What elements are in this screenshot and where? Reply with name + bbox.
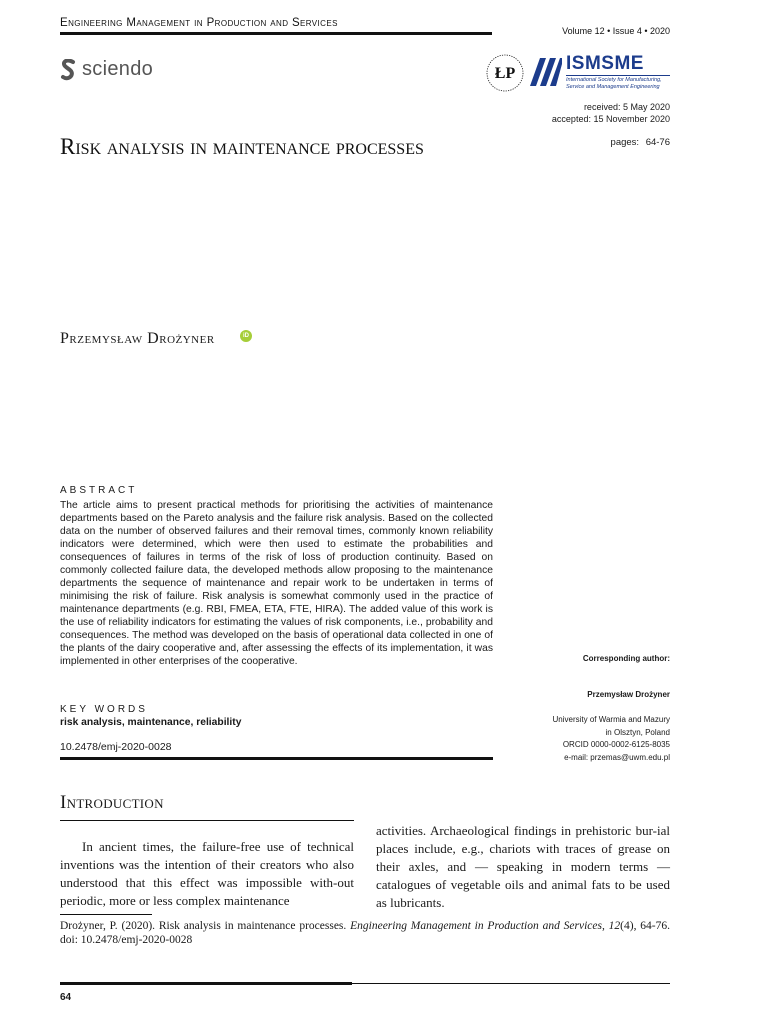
page-number: 64 [60, 992, 72, 1003]
abstract-text: The article aims to present practical methods for prioritising the activities of maintenance departments based on the Pareto analysis and the failure risk analysis. Based on the collected data on the number of observed failures and their removal times, commonly known reliability indicators were determined, which were then used to estimate the probabilities and consequences of failures in terms of the risk of loss of production continuity. Based on commonly collected failure data, the developed methods allow proposing to the maintenance departments the sequence of maintenance and repair work to be undertaken in terms of minimising the risk of failure. Risk analysis is somewhat commonly used in the practice of maintenance departments (e.g. RBI, FMEA, ETA, FTE, HIRA). The added value of this work is the use of reliability indicators for estimating the values of risk components, i.e., probability and consequences. The method was developed on the basis of operational data collected in one of the plants of the dairy cooperative and, after assessing the effects of its implementation, it was implemented in other enterprises of the cooperative. [60, 500, 493, 667]
keywords-text: risk analysis, maintenance, reliability [60, 717, 242, 728]
citation-post: (4), 64-76. doi: 10.2478/emj-2020-0028 [60, 920, 670, 946]
ismsme-logo [566, 54, 662, 91]
accepted-date: accepted: 15 November 2020 [551, 114, 670, 124]
page-range: pages: 64-76 [610, 137, 670, 148]
volume-issue: Volume 12 • Issue 4 • 2020 [562, 26, 670, 36]
keywords-heading: KEY WORDS [60, 704, 148, 715]
sciendo-mark-icon [60, 59, 76, 81]
sciendo-wordmark: sciendo [82, 58, 154, 80]
abstract-rule [60, 757, 493, 760]
affiliation-line: University of Warmia and Mazury [552, 715, 670, 724]
introduction-column-right: activities. Archaeological findings in prehistoric bur-ial places include, e.g., chariots with traces of grease on their axles, and — speaking in modern terms — catalogues of vegetable oils and animal fats to be used as lubricants. [376, 823, 670, 910]
introduction-rule [60, 820, 354, 821]
corresponding-name: Przemysław Drożyner [587, 690, 670, 699]
corresponding-heading: Corresponding author: [582, 654, 670, 663]
ismsme-divider [566, 75, 670, 76]
journal-name: Engineering Management in Production and Services [60, 17, 338, 29]
svg-text:ŁP: ŁP [494, 65, 516, 82]
orcid-icon[interactable]: iD [240, 330, 252, 342]
doi-link[interactable]: 10.2478/emj-2020-0028 [60, 741, 172, 753]
abstract-heading: ABSTRACT [60, 485, 138, 496]
header-rule [60, 32, 492, 35]
author-name: Przemysław Drożyner [60, 330, 215, 347]
ismsme-wordmark: ISMSME [566, 53, 644, 74]
ismsme-mark-icon [530, 58, 562, 86]
ismsme-subtitle-1: International Society for Manufacturing, [566, 77, 662, 83]
footnote-rule [60, 914, 152, 915]
citation-pre: Drożyner, P. (2020). Risk analysis in maintenance processes. [60, 920, 351, 932]
citation-footnote [60, 919, 670, 947]
university-seal-icon [485, 53, 525, 93]
citation-journal: Engineering Management in Production and Services, 12 [350, 920, 621, 932]
footer-rule-thick [60, 982, 352, 985]
corresponding-details [552, 714, 670, 764]
email-line[interactable]: e-mail: przemas@uwm.edu.pl [564, 752, 670, 762]
location-line: in Olsztyn, Poland [605, 727, 670, 737]
orcid-line: ORCID 0000-0002-6125-8035 [562, 740, 670, 749]
sciendo-logo [60, 58, 153, 81]
footer-rule-thin [352, 983, 670, 984]
article-title: Risk analysis in maintenance processes [60, 134, 424, 159]
received-date: received: 5 May 2020 [583, 102, 670, 112]
introduction-heading: Introduction [60, 792, 164, 813]
ismsme-subtitle-2: Service and Management Engineering [566, 84, 660, 90]
dates-block [552, 101, 670, 125]
introduction-column-left: In ancient times, the failure-free use of technical inventions was the intention of their creators who also understood that this effect was impossible with-out periodic, more or less complex maintenance [60, 839, 354, 908]
